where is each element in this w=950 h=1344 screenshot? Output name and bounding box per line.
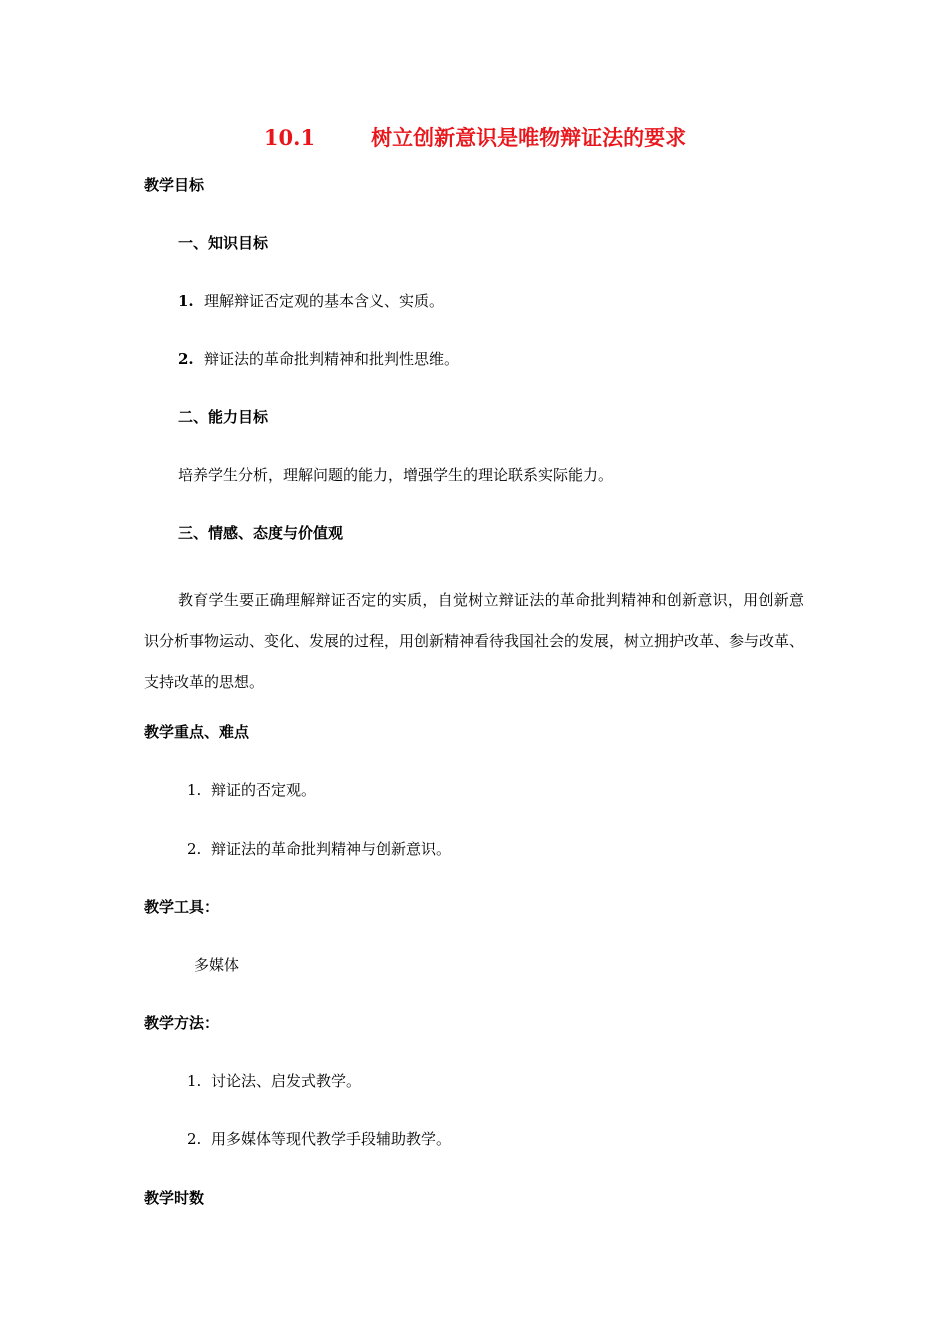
methods-item-text: 讨论法、启发式教学。 bbox=[211, 1072, 362, 1090]
knowledge-heading: 一、知识目标 bbox=[178, 234, 269, 252]
keypoints-item-number: 1. bbox=[187, 781, 202, 799]
methods-item-number: 1. bbox=[187, 1072, 202, 1090]
knowledge-item-number: 2. bbox=[178, 350, 194, 368]
knowledge-item-text: 理解辩证否定观的基本含义、实质。 bbox=[204, 292, 445, 310]
objectives-heading: 教学目标 bbox=[144, 176, 205, 194]
document-title bbox=[0, 122, 950, 152]
tools-heading: 教学工具： bbox=[144, 898, 220, 916]
title-number: 10.1 bbox=[263, 125, 316, 150]
ability-heading: 二、能力目标 bbox=[178, 408, 269, 426]
methods-item bbox=[187, 1129, 451, 1149]
ability-text: 培养学生分析，理解问题的能力，增强学生的理论联系实际能力。 bbox=[178, 466, 614, 484]
emotion-heading: 三、情感、态度与价值观 bbox=[178, 524, 344, 542]
knowledge-item-text: 辩证法的革命批判精神和批判性思维。 bbox=[204, 350, 460, 368]
knowledge-item bbox=[178, 291, 444, 311]
keypoints-item bbox=[187, 780, 316, 800]
methods-item-number: 2. bbox=[187, 1130, 202, 1148]
keypoints-item-number: 2. bbox=[187, 840, 202, 858]
methods-item-text: 用多媒体等现代教学手段辅助教学。 bbox=[211, 1130, 452, 1148]
knowledge-item-number: 1. bbox=[178, 292, 194, 310]
keypoints-heading: 教学重点、难点 bbox=[144, 723, 250, 741]
methods-heading: 教学方法： bbox=[144, 1014, 220, 1032]
keypoints-item-text: 辩证的否定观。 bbox=[211, 781, 317, 799]
emotion-paragraph: 教育学生要正确理解辩证否定的实质，自觉树立辩证法的革命批判精神和创新意识，用创新意识分析事物运动、变化、发展的过程，用创新精神看待我国社会的发展，树立拥护改革、参与改革、支持改革的思想。 bbox=[144, 591, 805, 691]
keypoints-item bbox=[187, 839, 451, 859]
knowledge-item bbox=[178, 349, 459, 369]
hours-heading: 教学时数 bbox=[144, 1189, 205, 1207]
methods-item bbox=[187, 1071, 361, 1091]
tools-text: 多媒体 bbox=[194, 956, 240, 974]
keypoints-item-text: 辩证法的革命批判精神与创新意识。 bbox=[211, 840, 452, 858]
title-text: 树立创新意识是唯物辩证法的要求 bbox=[371, 125, 687, 150]
